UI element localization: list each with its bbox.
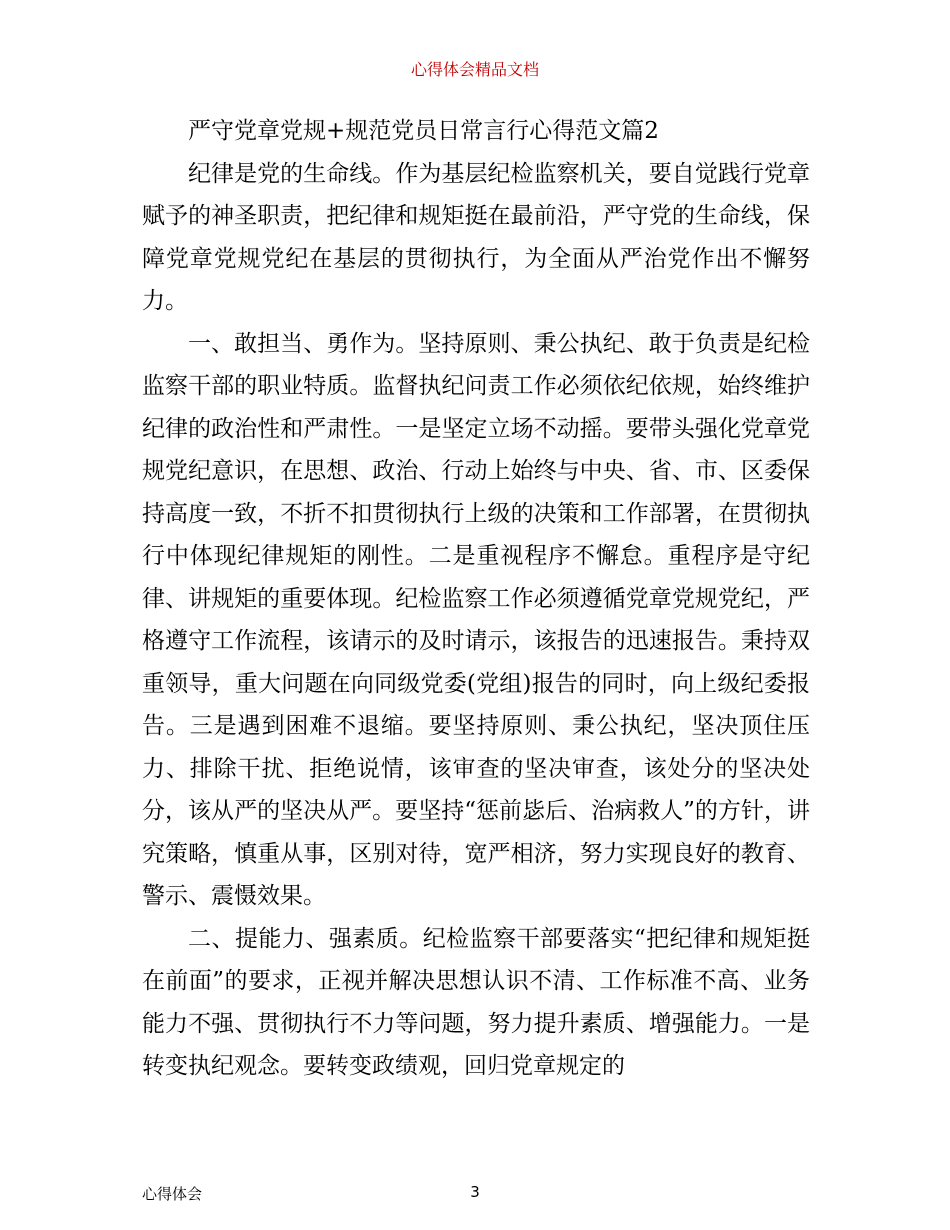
- paragraph-3: 二、提能力、强素质。纪检监察干部要落实“把纪律和规矩挺在前面”的要求，正视并解决思想认识不清、工作标准不高、业务能力不强、贯彻执行不力等问题，努力提升素质、增强能力。一是转变执纪观念。要转变政绩观，回归党章规定的: [142, 925, 810, 1079]
- paragraph-2: 一、敢担当、勇作为。坚持原则、秉公执纪、敢于负责是纪检监察干部的职业特质。监督执纪问责工作必须依纪依规，始终维护纪律的政治性和严肃性。一是坚定立场不动摇。要带头强化党章党规党纪意识，在思想、政治、行动上始终与中央、省、市、区委保持高度一致，不折不扣贯彻执行上级的决策和工作部署，在贯彻执行中体现纪律规矩的刚性。二是重视程序不懈怠。重程序是守纪律、讲规矩的重要体现。纪检监察工作必须遵循党章党规党纪，严格遵守工作流程，该请示的及时请示，该报告的迅速报告。秉持双重领导，重大问题在向同级党委(党组)报告的同时，向上级纪委报告。三是遇到困难不退缩。要坚持原则、秉公执纪，坚决顶住压力、排除干扰、拒绝说情，该审查的坚决审查，该处分的坚决处分，该从严的坚决从严。要坚持“惩前毖后、治病救人”的方针，讲究策略，慎重从事，区别对待，宽严相济，努力实现良好的教育、警示、震慑效果。: [142, 330, 810, 909]
- page-header: 心得体会精品文档: [410, 60, 539, 79]
- paragraph-1: 纪律是党的生命线。作为基层纪检监察机关，要自觉践行党章赋予的神圣职责，把纪律和规矩挺在最前沿，严守党的生命线，保障党章党规党纪在基层的贯彻执行，为全面从严治党作出不懈努力。: [142, 160, 810, 314]
- document-body: [142, 110, 810, 1088]
- footer-label: 心得体会: [142, 1185, 203, 1203]
- document-title: 严守党章党规+规范党员日常言行心得范文篇2: [188, 118, 659, 144]
- page-number: 3: [470, 1183, 480, 1201]
